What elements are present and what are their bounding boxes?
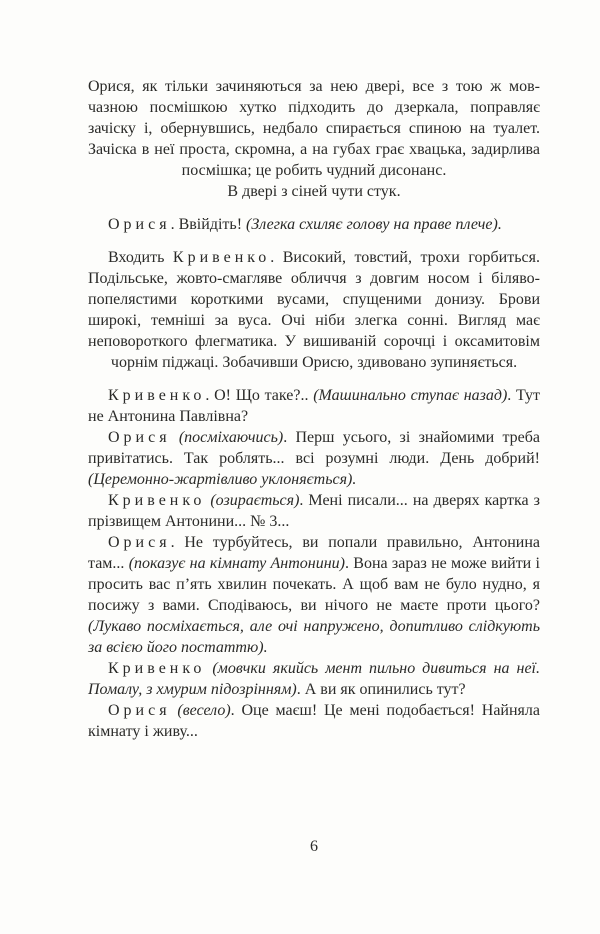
dialogue-text: . Ввійдіть! — [170, 216, 247, 233]
dialogue-kryvenko-1 — [88, 385, 540, 427]
dialogue-text: . Тут не Антонина Павлівна? — [88, 387, 541, 425]
stage-direction-text: . Високий, товстий, трохи горбиться. Подільське, жовто-смагляве обличчя з довгим носом і біляво-попелястими короткими вусами, спущеними донизу. Брови широкі, темніші за вуса. Очі ніби злегка сонні. Вигляд має неповороткого флегматика. У вишиваній сорочці і оксамитовім чорнім піджаці. Зобачивши Орисю, здивовано зупиняється. — [88, 249, 540, 371]
dialogue-text: . Перш усього, зі знайомими треба привітатись. Так роблять... всі розумні люди. День добрий! — [88, 429, 541, 467]
character-name: Орися — [108, 534, 171, 551]
dialogue-text: . Мені писали... на дверях картка з прізвищем Антонини... № 3... — [88, 492, 540, 530]
character-name: Кривенко — [108, 387, 206, 404]
stage-direction-opening — [88, 76, 540, 181]
stage-direction-text: В двері з сіней чути стук. — [227, 183, 401, 200]
inline-stage-direction: (Лукаво посміхається, але очі напружено, допитливо слідкують за всією його постаттю). — [88, 618, 540, 656]
dialogue-text: . Не турбуйтесь, ви попали правильно, Антонина там... — [88, 534, 540, 572]
inline-stage-direction: (Машинально ступає назад) — [313, 387, 508, 404]
page-number: 6 — [310, 838, 318, 855]
text-block — [88, 76, 540, 742]
dialogue-orysia-4 — [88, 700, 540, 742]
inline-stage-direction: (весело) — [170, 702, 231, 719]
character-name: Кривенко — [172, 249, 271, 266]
dialogue-text: . Вона зараз не може вийти і просить вас п’ять хвилин почекать. А щоб вам не було нудно, я посижу з вами. Сподіваюсь, ви нічого не маєте проти цього? — [88, 555, 540, 614]
dialogue-orysia-3 — [88, 532, 540, 658]
inline-stage-direction: (Церемонно-жартівливо уклоняється). — [88, 471, 357, 488]
stage-direction-knock — [88, 181, 540, 202]
dialogue-orysia-2 — [88, 427, 540, 490]
inline-stage-direction: (Злегка схиляє голову на праве плече). — [246, 216, 502, 233]
dialogue-orysia-1 — [88, 214, 540, 235]
dialogue-kryvenko-3 — [88, 658, 540, 700]
stage-direction-text: Входить — [108, 249, 173, 266]
dialogue-kryvenko-2 — [88, 490, 540, 532]
dialogue-text: . Оце маєш! Це мені подобається! Найняла кімнату і живу... — [88, 702, 540, 740]
inline-stage-direction: (озирається) — [205, 492, 300, 509]
dialogue-text: . О! Що таке?.. — [205, 387, 314, 404]
stage-direction-entrance — [88, 247, 540, 373]
character-name: Орися — [108, 216, 171, 233]
dialogue-text: . А ви як опинились тут? — [296, 681, 466, 698]
inline-stage-direction: (посміхаючись) — [170, 429, 284, 446]
inline-stage-direction: (мовчки якийсь мент пильно дивиться на неї. Помалу, з хмурим підозрінням) — [88, 660, 540, 698]
character-name: Орися — [108, 702, 171, 719]
stage-direction-text: Орися, як тільки зачиняються за нею двері, все з тою ж мовчазною посмішкою хутко підходить до дзеркала, поправляє зачіску і, обернувшись, недбало спирається спиною на туалет. Зачіска в неї проста, скромна, а на губах грає хвацька, задирлива посмішка; це робить чудний дисонанс. — [88, 78, 540, 179]
inline-stage-direction: (показує на кімнату Антонини) — [128, 555, 345, 572]
character-name: Кривенко — [108, 660, 206, 677]
character-name: Орися — [108, 429, 171, 446]
character-name: Кривенко — [108, 492, 206, 509]
